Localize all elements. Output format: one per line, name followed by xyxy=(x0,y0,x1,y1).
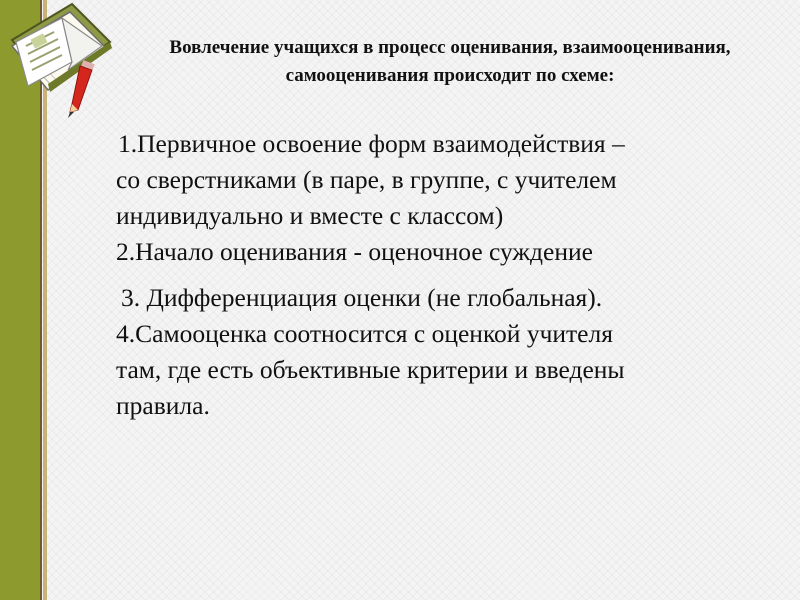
list-item: там, где есть объективные критерии и введены xyxy=(116,355,625,384)
spacer xyxy=(116,270,766,280)
list-item: со сверстниками (в паре, в группе, с учителем xyxy=(116,165,617,194)
book-with-pencil-icon xyxy=(2,0,114,120)
slide-title: Вовлечение учащихся в процесс оценивания, взаимооценивания, самооценивания происходит по схеме: xyxy=(169,37,731,86)
list-item: индивидуально и вместе с классом) xyxy=(116,201,504,230)
list-item: 3. Дифференциация оценки (не глобальная). xyxy=(121,283,603,312)
list-item: 4.Самооценка соотносится с оценкой учителя xyxy=(116,319,613,348)
list-item: 1.Первичное освоение форм взаимодействия – xyxy=(118,129,625,158)
list-item: 2.Начало оценивания - оценочное суждение xyxy=(116,237,593,266)
slide-body xyxy=(116,126,766,424)
list-item: правила. xyxy=(116,391,210,420)
